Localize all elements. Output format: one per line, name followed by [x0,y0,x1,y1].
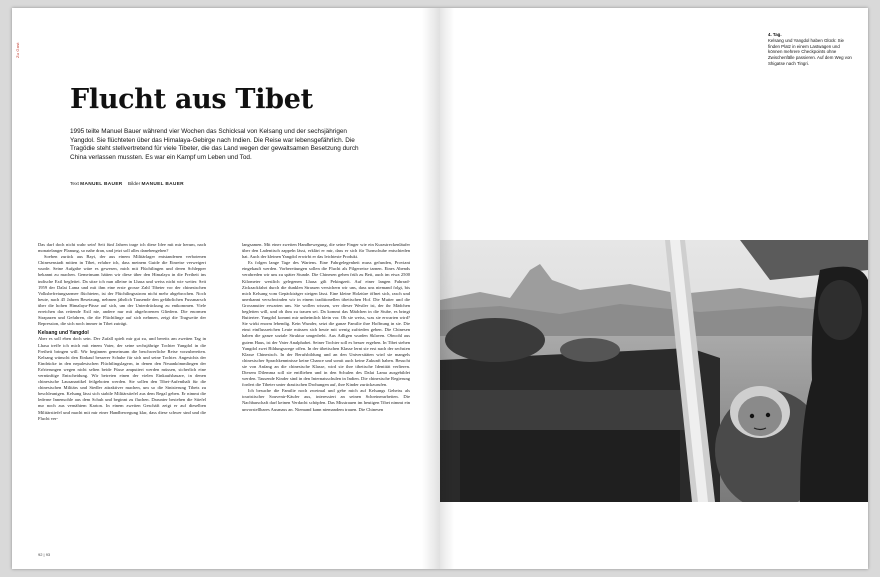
text-credit-label: Text [70,182,79,187]
page-number: 92 | 93 [38,552,51,557]
paragraph: Das darf doch nicht wahr sein! Seit fünf Jahren trage ich diese Idee mit mir herum, nach monatelanger Planung, so nahe dran, und jetzt soll alles danebengehen? [38,242,206,254]
image-credit-label: Bilder [127,182,141,187]
subheading: Kelsang und Yangdol [38,330,89,337]
body-column-2 [242,242,410,413]
right-page [440,8,868,569]
photo-image [440,240,868,502]
paragraph: Ich besuche die Familie noch zweimal und gebe mich auf Kelsangs Geheiss als touristischer Souvenir-Käufer aus, interessiert an seinen Schreinerarbeiten. Die Nachbarschaft darf keinen Verdacht schöpfen. Das Misstrauen im heutigen Tibet nimmt ein unvorstellbares Ausmass an. Niemand kann niemandem trauen. Die Chinesen [242,388,410,412]
article-credits [70,182,184,187]
paragraph: Soeben zurück aus Bayi, der aus einem Militärlager entstandenen verbotenen Chinesenstadt mitten in Tibet, erfahre ich, dass meinem Guide die Einreise verweigert wurde. Seine Aufgabe wäre es gewesen, mich mit Flüchtlingen und deren Schlepper bekannt zu machen. Gemeinsam hätten wir diese über den Himalaya in die Freiheit ins indische Exil begleitet. Da sitze ich nun alleine in Lhasa und weiss nicht wie weiter. Seit 1959 der Dalai Lama und mit ihm eine erste grosse Zahl Tibeter vor der chinesischen Volksbefreiungsarmee flüchteten, ist der Flüchtlingsstrom nicht mehr abgebrochen. Noch heute, nach 45 Jahren Besetzung, nehmen jährlich Tausende den gefährlichen Fussmarsch über die hohen Himalaya-Pässe auf sich, um der Unterdrückung zu entkommen. Viele erreichen das rettende Exil nie, andere nur mit abgefrorenen Gliedern. Die enormen Strapazen und Gefahren, die die Flüchtlinge auf sich nehmen, zeigt die Tragweite der Repression, die sich noch immer in Tibet zuträgt. [38,254,206,327]
caption-title: 4. Tag. [768,32,782,37]
article-title: Flucht aus Tibet [70,84,313,115]
gutter-shadow [422,8,440,569]
caption-text: Kelsang und Yangdol haben Glück: Sie finden Platz in einem Lastwagen und können mehrere Checkpoints ohne Zwischenfälle passieren. Auf dem Weg von Shigatse nach Tingri. [768,37,852,66]
photo-caption [768,32,852,67]
article-lead: 1995 teilte Manuel Bauer während vier Wochen das Schicksal von Kelsang und der sechsjährigen Yangdol. Sie flüchteten über das Himalaya-Gebirge nach Indien. Die Reise war lebensgefährlich. Die Tragödie steht stellvertretend für viele Tibeter, die das Land wegen der gewaltsamen Besetzung durch China verlassen mussten. Es war ein Kampf um Leben und Tod. [70,128,359,161]
section-tag: Zu Gast [15,42,20,58]
text-credit-author: MANUEL BAUER [80,182,123,187]
image-credit-author: MANUEL BAUER [141,182,184,187]
paragraph: langsamen. Mit einer zweiten Handbewegung, die seine Finger wie ein Kurzstreckenläufer über den Ladentisch zappeln lässt, erklärt er mir, dass er sich für Turnschuhe entschieden hat. Auch der kleinen Yangdol erwirbt er das leichteste Produkt. [242,242,410,260]
left-page [12,8,440,569]
body-column-1 [38,242,206,422]
paragraph: Es folgen lange Tage des Wartens. Eine Fahrgelegenheit muss gefunden, Proviant eingekauft werden. Vorbereitungen sollen die Flucht als Pilgerreise tarnen. Eines Abends verabreden wir uns zu später Stunde. Die Chinesen gehen früh zu Bett, auch im etwa 2500 Kilometer westlich gelegenen Lhasa gilt Pekingzeit. Auf einer langen Fahrrad-Zickzackfahrt durch die dunklen Strassen versichern wir uns, dass uns niemand folgt, bis mich Kelsang vom Gepäckträger steigen lässt. Eine kleine Holztüre öffnet sich, rasch und unerkannt verschwinden wir in einem traditionellen tibetischen Hof. Die Mutter und die Grossmutter erwarten uns. Sie wollen wissen, wer dieser Westler ist, der ihr Mädchen begleiten will, und ob ihm zu trauen sei. Da kommt das Mädchen in die Stube, es bringt Buttertee. Yangdol kommt mir unheimlich klein vor. Ob sie weiss, was sie erwarten wird? Sie wirkt enorm lebendig. Kein Wunder, setzt die ganze Familie ihre Hoffnung in sie. Die einst einflussreichen Leute müssen sich heute mit wenig zufrieden geben. Die Chinesen haben die ganze soziale Struktur umgedreht. Aus Adligen wurden Sklaven. Obwohl aus gutem Haus, ist der Vater Analphabet. Seiner Tochter soll es besser ergehen. In Tibet stehen Yangdol zwei Bildungswege offen. In der tibetischen Klasse lernt sie erst nach der sechsten Klasse Chinesisch. In der Berufsbildung und an den Universitäten wird sie mangels chinesischer Sprachkenntnisse keine Chance und somit auch keine Zukunft haben. Besucht sie von Anfang an die chinesische Klasse, wird sie ihre tibetische Identität verlieren. Diesem Dilemma soll sie entfliehen und in den Schulen des Dalai Lama ausgebildet werden. Tausende Kinder sind in den Internatsschulen in Indien. Die chinesische Regierung fordert die Tibeter unter drastischen Drohungen auf, ihre Kinder zurückzurufen. [242,260,410,388]
truck-window-photo-icon [440,240,868,502]
paragraph: Aber es soll eben doch sein. Der Zufall spielt mir gut zu, und bereits am zweiten Tag in Lhasa treffe ich mich mit einem Vater, der seine sechsjährige Tochter Yangdol in die Freiheit bringen will. Wir beginnen gemeinsam die beschwerliche Reise vorzubereiten. Kelsang wünscht den Einkauf besserer Schuhe für sich und seine Tochter. Angesichts der Eindrücke in den nepalesischen Flüchtlingslagern, in denen den Neuankömmlingen der Erfrierungen wegen nicht selten beide Füsse amputiert werden müssen, sicherlich eine vernünftige Entscheidung. Wir betreten einen der vielen Einkaufsbasare, in denen chinesische Lausanartikel feilgeboten werden. Sie sollen den Tibet-Aufenthalt für die chinesischen Militärs und Siedler attraktiver machen, um so die Sinisierung Tibets zu beschleunigen. Kelsang lässt sich stabile Militärstiefel aus dem Regal geben. Er nimmt die lederne Innensohle aus dem Schuh und beginnt zu fluchen. Darunter bestehen die Stiefel nur noch aus vernähtem Karton. In einem zweiten Geschäft zeigt er auf dieselben Militärstiefel und macht mit mir einer Handbewegung klar, dass diese schwer sind und die Flucht ver- [38,336,206,421]
magazine-spread [12,8,868,569]
gutter-shadow [440,8,454,569]
